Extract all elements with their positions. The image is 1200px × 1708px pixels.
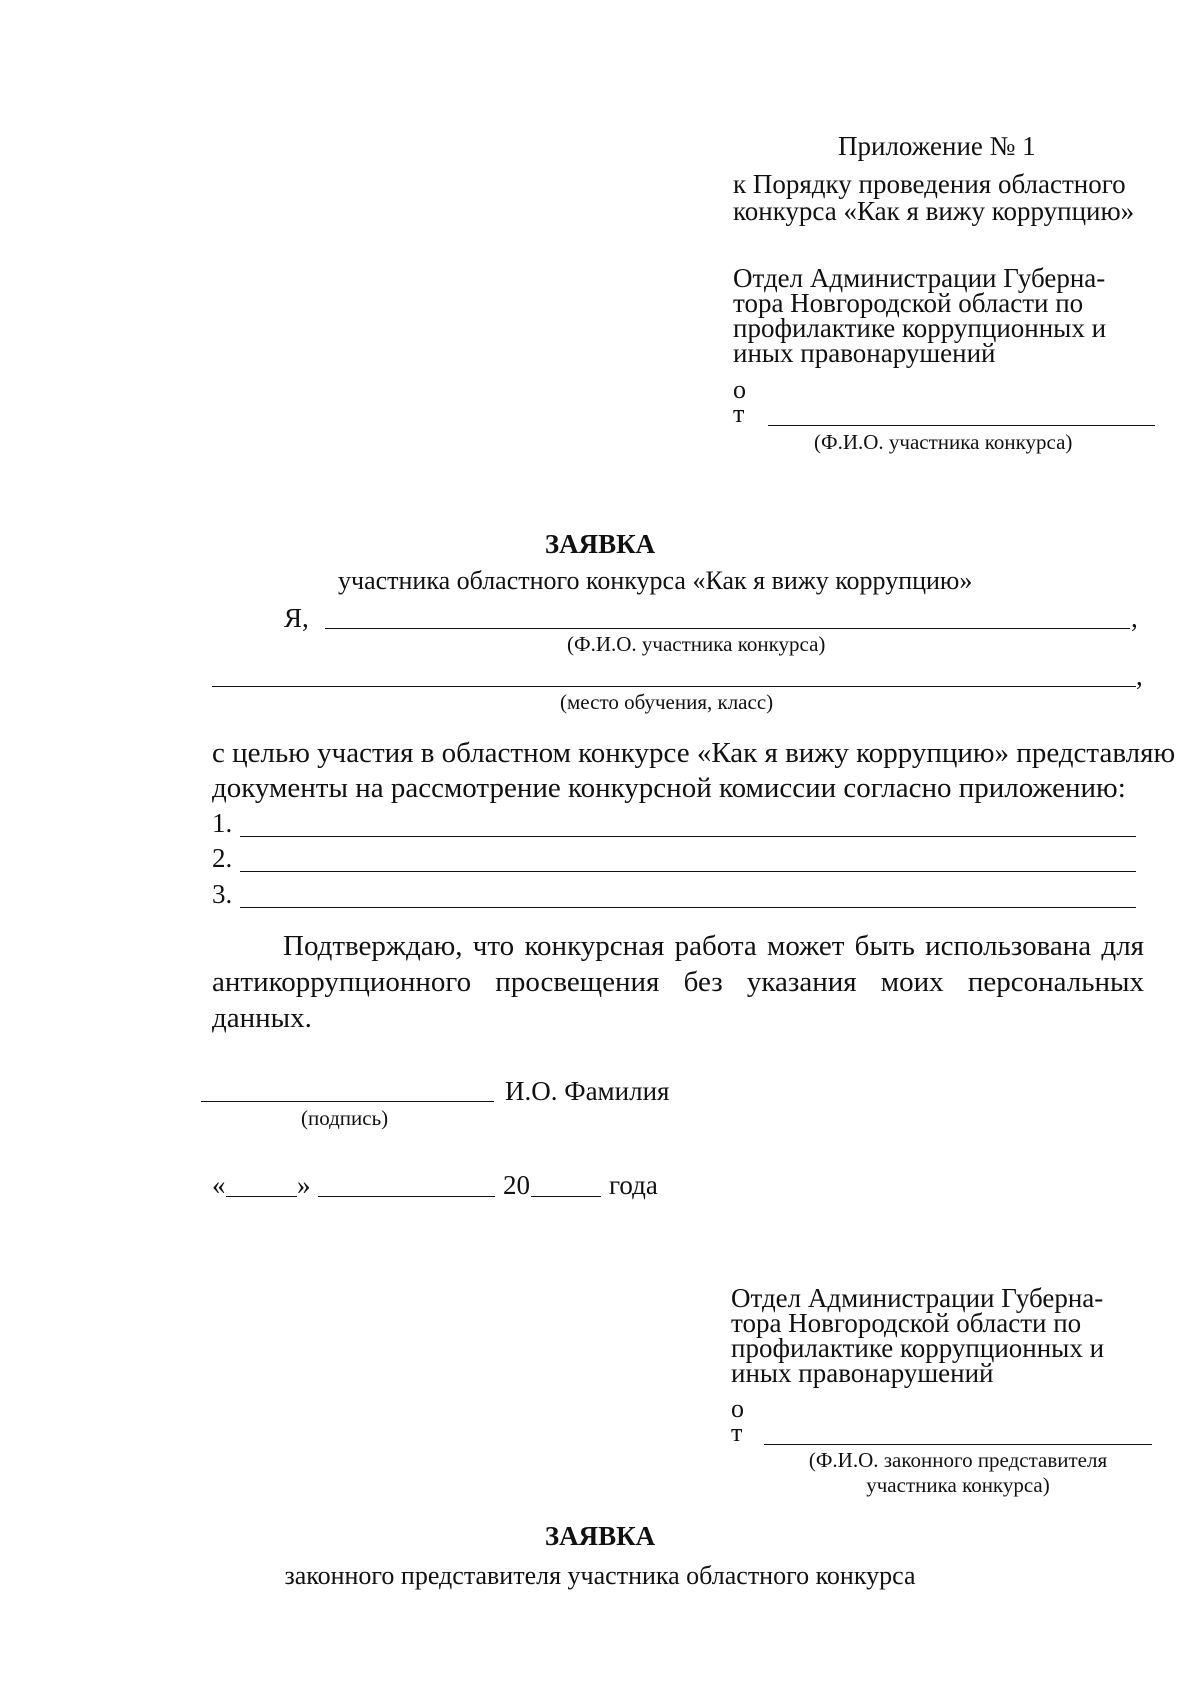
date-year-line [531,1196,601,1197]
from-fio-caption [764,1448,1152,1498]
order-reference [733,171,1134,225]
signature-caption: (подпись) [301,1106,389,1130]
from-label-t: т [731,1418,743,1447]
i-label: Я, [284,603,309,633]
from-fio-caption-line: (Ф.И.О. законного представителя [808,1448,1108,1472]
addressee-line: тора Новгородской области по [733,288,1084,318]
doc-item-number: 1. [212,808,233,838]
application-subtitle: законного представителя участника областного конкурса [284,1561,916,1590]
order-reference-line: к Порядку проведения областного [733,169,1126,199]
date-day-line [226,1196,297,1197]
from-fio-caption: (Ф.И.О. участника конкурса) [814,430,1073,454]
application-title: ЗАЯВКА [544,1521,656,1551]
addressee-line: тора Новгородской области по [731,1308,1082,1338]
date-close-quote: » [297,1170,311,1200]
application-subtitle: участника областного конкурса «Как я вижу коррупцию» [338,566,973,595]
from-fio-line [764,1444,1152,1445]
signature-name: И.О. Фамилия [505,1076,670,1106]
doc-item-number: 2. [212,843,233,873]
from-label-o: о [733,375,746,404]
comma: , [1136,661,1143,691]
doc-item-line [240,836,1136,837]
doc-item-line [240,907,1136,908]
date-open-quote: « [212,1170,226,1200]
application-title: ЗАЯВКА [544,529,656,559]
comma: , [1131,603,1138,633]
purpose-line: документы на рассмотрение конкурсной комиссии согласно приложению: [212,772,1126,804]
doc-item-line [240,871,1136,872]
addressee-line: иных правонарушений [731,1358,994,1388]
addressee-line: профилактике коррупционных и [733,313,1107,343]
date-month-line [318,1196,495,1197]
participant-fio-line [325,628,1130,629]
school-class-caption: (место обучения, класс) [560,690,774,714]
addressee-line: иных правонарушений [733,338,996,368]
school-class-line [212,686,1136,687]
doc-item-number: 3. [212,879,233,909]
from-label-o: о [731,1394,744,1423]
date-year-prefix: 20 [503,1170,530,1200]
from-label-t: т [733,399,745,428]
from-fio-line [768,425,1155,426]
participant-fio-caption: (Ф.И.О. участника конкурса) [567,632,826,656]
addressee-line: Отдел Администрации Губерна- [731,1283,1104,1313]
appendix-number: Приложение № 1 [838,131,1036,161]
confirmation-paragraph: Подтверждаю, что конкурсная работа может быть использована для антикоррупционного просвещения без указания моих персональных данных. [212,930,1144,1034]
addressee-line: профилактике коррупционных и [731,1333,1105,1363]
order-reference-line: конкурса «Как я вижу коррупцию» [733,196,1135,226]
purpose-line: с целью участия в областном конкурсе «Как я вижу коррупцию» представляю [212,737,1176,769]
date-suffix: года [609,1170,658,1200]
from-fio-caption-line: участника конкурса) [866,1473,1050,1497]
addressee-line: Отдел Администрации Губерна- [733,263,1106,293]
addressee-block [733,263,1107,368]
purpose-paragraph [212,736,1175,806]
addressee-block [731,1283,1105,1388]
signature-line [201,1101,494,1102]
